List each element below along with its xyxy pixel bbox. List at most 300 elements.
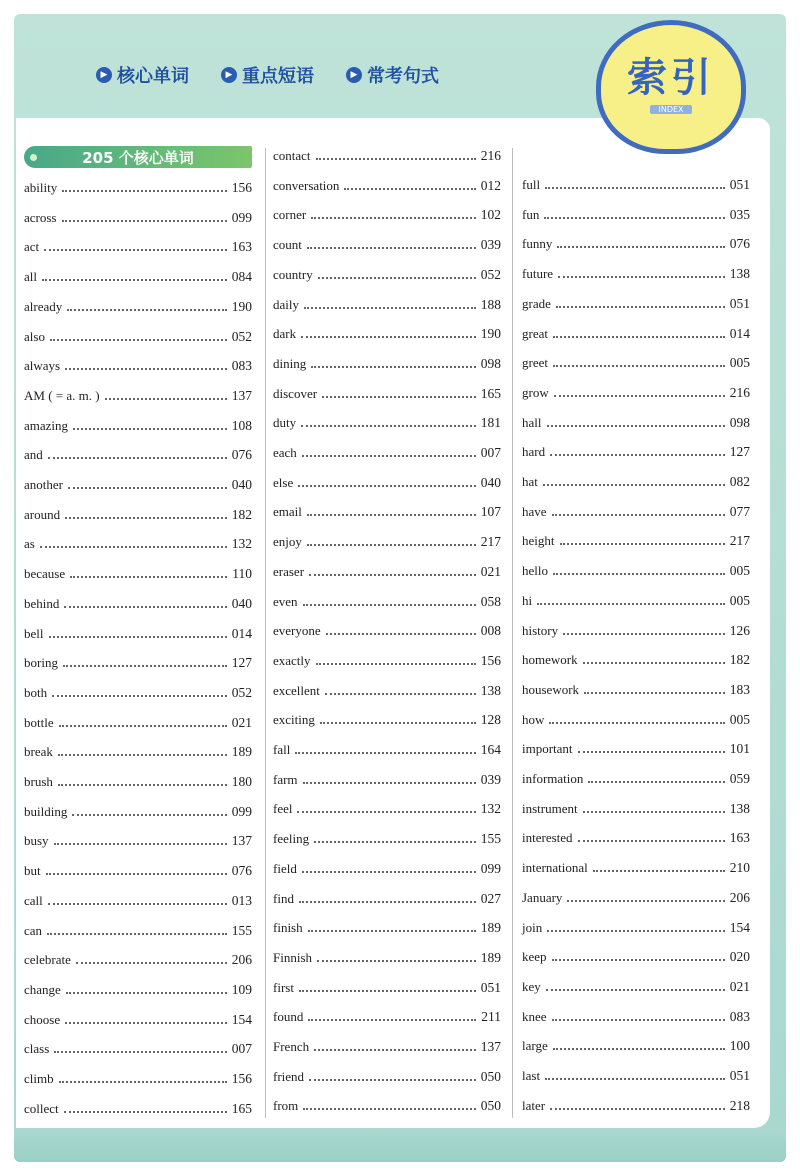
index-entry[interactable] [522, 1007, 750, 1027]
entry-word: farm [273, 771, 298, 787]
nav-label: 重点短语 [242, 66, 314, 87]
index-entry[interactable] [522, 918, 750, 938]
entry-word: brush [24, 774, 53, 789]
entry-word: instrument [522, 800, 578, 816]
entry-page-number: 052 [480, 266, 501, 282]
index-entry[interactable] [273, 384, 501, 404]
entry-page-number: 035 [729, 206, 750, 222]
index-entry[interactable] [24, 742, 252, 762]
index-entry[interactable] [24, 802, 252, 822]
index-entry[interactable] [273, 770, 501, 790]
entry-page-number: 218 [729, 1097, 750, 1113]
column-divider [512, 148, 513, 1118]
dot-leader [54, 1051, 226, 1053]
dot-leader [554, 395, 725, 397]
index-entry[interactable] [24, 475, 252, 495]
entry-page-number: 180 [231, 774, 252, 789]
play-icon: ▶ [346, 67, 362, 83]
entry-word: history [522, 622, 559, 638]
index-entry[interactable] [522, 234, 750, 254]
dot-leader [297, 811, 475, 813]
index-entry[interactable] [24, 356, 252, 376]
dot-leader [66, 992, 227, 994]
entry-page-number: 098 [480, 355, 501, 371]
index-entry[interactable] [522, 621, 750, 641]
dot-leader [54, 843, 227, 845]
index-entry[interactable] [522, 680, 750, 700]
entry-page-number: 156 [231, 1071, 252, 1086]
entry-page-number: 206 [729, 889, 750, 905]
entry-page-number: 039 [480, 237, 501, 253]
dot-leader [299, 990, 476, 992]
dot-leader [311, 366, 476, 368]
dot-leader [549, 722, 724, 724]
entry-word: hall [522, 414, 542, 430]
dot-leader [303, 604, 476, 606]
index-entry[interactable] [24, 386, 252, 406]
entry-word: Finnish [273, 949, 313, 965]
dot-leader [550, 454, 725, 456]
index-entry[interactable] [24, 861, 252, 881]
dot-leader [301, 336, 476, 338]
dot-leader [553, 1048, 725, 1050]
entry-word: full [522, 177, 541, 192]
dot-leader [47, 933, 227, 935]
index-entry[interactable] [273, 176, 501, 196]
dot-leader [67, 309, 226, 311]
dot-leader [65, 1022, 227, 1024]
index-entry[interactable] [273, 859, 501, 879]
dot-leader [63, 665, 227, 667]
dot-leader [298, 485, 476, 487]
index-entry[interactable] [24, 1039, 252, 1059]
entry-page-number: 051 [729, 177, 750, 192]
dot-leader [588, 781, 724, 783]
dot-leader [552, 959, 725, 961]
dot-leader [557, 246, 724, 248]
entry-word: have [522, 503, 547, 519]
index-entry[interactable] [273, 740, 501, 760]
index-entry[interactable] [24, 1069, 252, 1089]
index-entry[interactable] [522, 710, 750, 730]
entry-word: ability [24, 180, 58, 195]
index-entry[interactable] [522, 175, 750, 195]
entry-word: class [24, 1041, 50, 1057]
entry-page-number: 020 [729, 949, 750, 965]
index-entry[interactable] [24, 683, 252, 703]
entry-word: country [273, 266, 313, 282]
entry-word: eraser [273, 563, 305, 579]
play-icon: ▶ [221, 67, 237, 83]
entry-page-number: 188 [480, 296, 501, 312]
index-entry[interactable] [24, 891, 252, 911]
entry-word: large [522, 1038, 548, 1054]
entry-word: everyone [273, 623, 321, 639]
index-entry[interactable] [273, 681, 501, 701]
entry-page-number: 138 [480, 682, 501, 698]
index-entry[interactable] [24, 950, 252, 970]
entry-word: height [522, 533, 555, 549]
entry-page-number: 154 [729, 919, 750, 935]
index-entry[interactable] [24, 831, 252, 851]
page-footer-band [14, 1130, 786, 1162]
entry-word: boring [24, 655, 58, 671]
dot-leader [567, 900, 724, 902]
entry-word: AM ( = a. m. ) [24, 387, 100, 403]
index-entry[interactable] [273, 502, 501, 522]
dot-leader [302, 455, 476, 457]
index-entry[interactable] [273, 978, 501, 998]
dot-leader [318, 277, 476, 279]
entry-word: exciting [273, 712, 315, 728]
index-entry[interactable] [273, 443, 501, 463]
entry-page-number: 084 [231, 269, 252, 285]
index-entry[interactable] [273, 473, 501, 493]
index-entry[interactable] [522, 858, 750, 878]
entry-page-number: 013 [231, 892, 252, 908]
entry-page-number: 102 [480, 207, 501, 223]
dot-leader [322, 396, 476, 398]
index-entry[interactable] [24, 505, 252, 525]
nav-common-sentences[interactable] [346, 62, 439, 88]
index-entry[interactable] [24, 327, 252, 347]
entry-word: conversation [273, 177, 340, 193]
dot-leader [302, 871, 476, 873]
bullet-icon [30, 154, 37, 161]
entry-word: French [273, 1039, 310, 1054]
index-entry[interactable] [273, 413, 501, 433]
dot-leader [295, 752, 475, 754]
entry-word: behind [24, 595, 60, 611]
entry-word: field [273, 860, 297, 876]
index-entry[interactable] [273, 354, 501, 374]
entry-page-number: 021 [231, 714, 252, 730]
dot-leader [325, 693, 476, 695]
index-entry[interactable] [522, 977, 750, 997]
entry-word: finish [273, 920, 303, 936]
index-entry[interactable] [522, 205, 750, 225]
dot-leader [59, 725, 227, 727]
entry-word: but [24, 863, 41, 879]
entry-page-number: 164 [480, 742, 501, 757]
entry-word: always [24, 358, 61, 374]
entry-word: hard [522, 444, 546, 460]
dot-leader [64, 1111, 227, 1113]
badge-title: 索引 [627, 55, 715, 101]
index-entry[interactable] [522, 531, 750, 551]
index-entry[interactable] [522, 799, 750, 819]
entry-word: change [24, 981, 61, 997]
index-entry[interactable] [522, 383, 750, 403]
badge-subtitle: INDEX [650, 105, 691, 114]
entry-word: corner [273, 207, 307, 223]
entry-word: homework [522, 652, 578, 668]
entry-page-number: 138 [729, 266, 750, 282]
index-entry[interactable] [522, 324, 750, 344]
dot-leader [537, 603, 725, 605]
dot-leader [307, 544, 476, 546]
dot-leader [105, 398, 227, 400]
index-entry[interactable] [273, 710, 501, 730]
index-entry[interactable] [522, 561, 750, 581]
index-entry[interactable] [273, 205, 501, 225]
entry-page-number: 058 [480, 593, 501, 609]
entry-word: fall [273, 742, 291, 757]
entry-page-number: 099 [480, 860, 501, 876]
entry-word: hat [522, 474, 538, 489]
entry-page-number: 189 [231, 744, 252, 760]
entry-page-number: 155 [480, 831, 501, 847]
index-entry[interactable] [522, 442, 750, 462]
dot-leader [314, 841, 476, 843]
index-entry[interactable] [273, 532, 501, 552]
index-entry[interactable] [273, 799, 501, 819]
dot-leader [584, 692, 725, 694]
index-entry[interactable] [24, 178, 252, 198]
dot-leader [65, 517, 227, 519]
entry-word: from [273, 1098, 299, 1114]
dot-leader [578, 840, 725, 842]
entry-word: amazing [24, 417, 69, 433]
index-entry[interactable] [273, 592, 501, 612]
index-entry[interactable] [522, 769, 750, 789]
dot-leader [316, 663, 476, 665]
index-entry[interactable] [273, 1007, 501, 1027]
entry-word: grade [522, 295, 551, 311]
entry-word: hi [522, 592, 533, 608]
entry-page-number: 014 [231, 625, 252, 641]
entry-page-number: 128 [480, 712, 501, 728]
entry-word: keep [522, 949, 547, 965]
entry-page-number: 008 [480, 623, 501, 639]
entry-page-number: 126 [729, 622, 750, 638]
index-entry[interactable] [24, 237, 252, 257]
dot-leader [58, 754, 227, 756]
entry-page-number: 189 [480, 949, 501, 965]
index-entry[interactable] [24, 624, 252, 644]
dot-leader [307, 514, 476, 516]
entry-page-number: 109 [231, 981, 252, 997]
entry-page-number: 005 [729, 711, 750, 727]
index-entry[interactable] [24, 416, 252, 436]
dot-leader [553, 365, 725, 367]
dot-leader [52, 695, 227, 697]
index-entry[interactable] [522, 888, 750, 908]
index-entry[interactable] [273, 295, 501, 315]
index-entry[interactable] [273, 621, 501, 641]
entry-page-number: 108 [231, 417, 252, 433]
index-entry[interactable] [522, 502, 750, 522]
dot-leader [563, 633, 725, 635]
index-entry[interactable] [273, 829, 501, 849]
index-entry[interactable] [24, 1099, 252, 1119]
section-heading [24, 146, 252, 168]
entry-word: great [522, 325, 548, 341]
entry-word: future [522, 266, 554, 282]
index-entry[interactable] [24, 1010, 252, 1030]
index-entry[interactable] [522, 294, 750, 314]
entry-page-number: 137 [231, 387, 252, 403]
entry-page-number: 040 [231, 477, 252, 492]
entry-word: because [24, 566, 66, 582]
entry-word: daily [273, 296, 299, 312]
entry-page-number: 189 [480, 920, 501, 936]
entry-page-number: 083 [231, 358, 252, 374]
dot-leader [58, 784, 227, 786]
index-entry[interactable] [522, 591, 750, 611]
entry-page-number: 059 [729, 771, 750, 786]
entry-page-number: 040 [231, 595, 252, 611]
index-entry[interactable] [24, 297, 252, 317]
dot-leader [314, 1049, 476, 1051]
dot-leader [303, 1108, 475, 1110]
entry-word: celebrate [24, 952, 71, 968]
index-entry[interactable] [522, 650, 750, 670]
entry-word: break [24, 744, 53, 760]
entry-page-number: 206 [231, 952, 252, 968]
entry-word: another [24, 477, 63, 492]
dot-leader [547, 930, 725, 932]
entry-word: duty [273, 415, 297, 431]
index-badge [596, 20, 746, 154]
dot-leader [320, 722, 476, 724]
index-entry[interactable] [24, 534, 252, 554]
dot-leader [301, 425, 476, 427]
entry-page-number: 014 [729, 325, 750, 341]
index-entry[interactable] [24, 980, 252, 1000]
entry-page-number: 083 [729, 1008, 750, 1024]
entry-word: important [522, 741, 573, 757]
entry-word: bell [24, 625, 44, 641]
entry-page-number: 190 [480, 326, 501, 342]
entry-page-number: 052 [231, 328, 252, 344]
entry-word: fun [522, 206, 540, 222]
entry-page-number: 181 [480, 415, 501, 431]
index-entry[interactable] [522, 1036, 750, 1056]
entry-word: bottle [24, 714, 54, 730]
dot-leader [546, 989, 725, 991]
entry-word: as [24, 536, 35, 552]
entry-word: dining [273, 355, 307, 371]
dot-leader [317, 960, 476, 962]
entry-word: join [522, 919, 543, 935]
dot-leader [560, 543, 725, 545]
entry-page-number: 190 [231, 298, 252, 314]
index-entry[interactable] [273, 324, 501, 344]
entry-page-number: 076 [231, 447, 252, 463]
entry-page-number: 182 [729, 652, 750, 668]
entry-page-number: 163 [231, 239, 252, 255]
index-entry[interactable] [24, 713, 252, 733]
index-entry[interactable] [273, 1096, 501, 1116]
index-entry[interactable] [24, 445, 252, 465]
entry-page-number: 210 [729, 860, 750, 876]
entry-page-number: 099 [231, 803, 252, 819]
index-entry[interactable] [24, 921, 252, 941]
entry-word: grow [522, 384, 549, 400]
index-entry[interactable] [522, 739, 750, 759]
entry-page-number: 211 [481, 1009, 501, 1025]
entry-page-number: 077 [729, 503, 750, 519]
index-entry[interactable] [522, 264, 750, 284]
index-entry[interactable] [24, 653, 252, 673]
index-entry[interactable] [273, 235, 501, 255]
index-entry[interactable] [522, 828, 750, 848]
entry-word: key [522, 978, 541, 994]
entry-page-number: 107 [480, 504, 501, 520]
entry-page-number: 051 [480, 979, 501, 995]
entry-word: choose [24, 1011, 61, 1027]
entry-page-number: 154 [231, 1011, 252, 1027]
dot-leader [303, 782, 476, 784]
entry-page-number: 051 [729, 295, 750, 311]
index-entry[interactable] [24, 772, 252, 792]
entry-word: international [522, 860, 588, 876]
index-entry[interactable] [522, 472, 750, 492]
index-entry[interactable] [273, 1037, 501, 1057]
index-entry[interactable] [24, 267, 252, 287]
entry-page-number: 217 [480, 534, 501, 550]
entry-word: feel [273, 801, 293, 817]
dot-leader [68, 487, 227, 489]
index-entry[interactable] [273, 918, 501, 938]
index-entry[interactable] [24, 594, 252, 614]
entry-page-number: 127 [729, 444, 750, 460]
dot-leader [583, 811, 725, 813]
entry-word: January [522, 889, 563, 905]
entry-page-number: 163 [729, 830, 750, 846]
entry-page-number: 110 [232, 566, 252, 582]
entry-page-number: 165 [480, 385, 501, 401]
index-entry[interactable] [24, 564, 252, 584]
dot-leader [308, 1019, 476, 1021]
index-entry[interactable] [273, 651, 501, 671]
index-entry[interactable] [273, 948, 501, 968]
entry-page-number: 216 [729, 384, 750, 400]
index-entry[interactable] [522, 353, 750, 373]
dot-leader [70, 576, 227, 578]
entry-word: and [24, 447, 43, 463]
nav-core-words[interactable] [96, 62, 189, 88]
entry-word: across [24, 209, 57, 225]
index-entry[interactable] [522, 1066, 750, 1086]
nav-key-phrases[interactable] [221, 62, 314, 88]
dot-leader [309, 574, 476, 576]
dot-leader [545, 187, 725, 189]
dot-leader [40, 546, 227, 548]
index-entry[interactable] [273, 146, 501, 166]
entry-page-number: 165 [231, 1100, 252, 1116]
dot-leader [556, 306, 725, 308]
entry-word: housework [522, 681, 580, 697]
index-entry[interactable] [273, 889, 501, 909]
index-entry[interactable] [273, 562, 501, 582]
entry-word: each [273, 445, 297, 460]
entry-word: count [273, 237, 302, 253]
entry-word: busy [24, 833, 49, 849]
index-entry[interactable] [522, 1096, 750, 1116]
dot-leader [46, 873, 227, 875]
index-entry[interactable] [522, 947, 750, 967]
index-entry[interactable] [24, 208, 252, 228]
dot-leader [76, 962, 227, 964]
dot-leader [553, 573, 725, 575]
index-entry[interactable] [522, 413, 750, 433]
dot-leader [65, 368, 227, 370]
index-entry[interactable] [273, 1067, 501, 1087]
dot-leader [62, 220, 227, 222]
index-entry[interactable] [273, 265, 501, 285]
